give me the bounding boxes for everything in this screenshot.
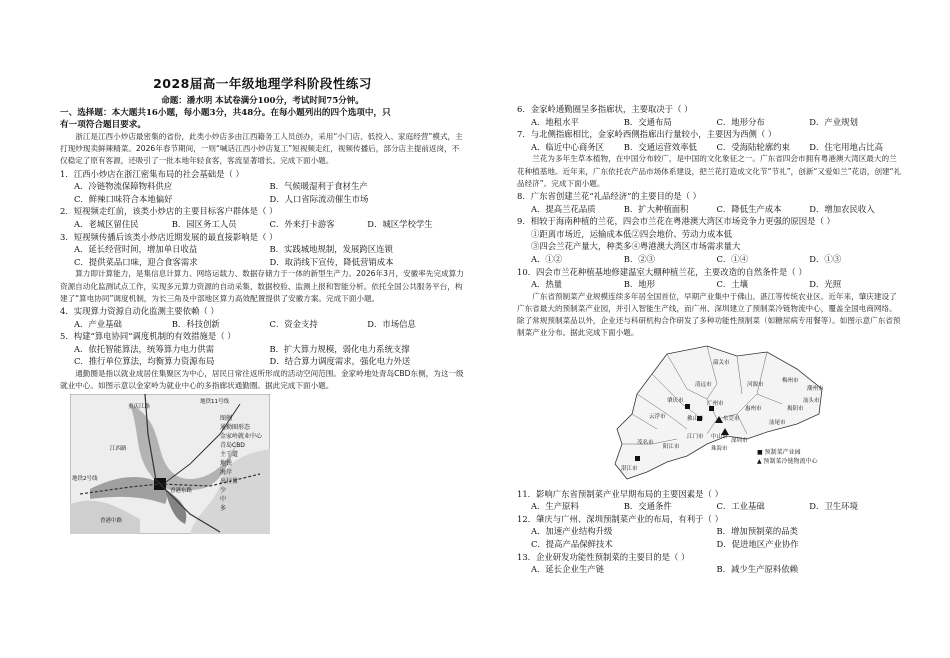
answer-option: C．鲜辣口味符合本地偏好 <box>74 193 173 204</box>
answer-option: A．提高兰花品质 <box>531 203 596 214</box>
city-label: 东莞市 <box>723 415 740 422</box>
answer-option: ③四会兰花产量大，种类多④粤港澳大湾区市场需求量大 <box>531 241 741 252</box>
passage-3: 通勤圈是指以就业成居住集聚区为中心，居民日常往返所形成的活动空间范围。金家岭地处青岛CBD东侧，为这一级就业中心。如图示意以金家岭为就业中心的多指廊状通勤圈。据此完成下面小题。 <box>60 368 464 391</box>
answer-option: B．减少生产原料依赖 <box>716 564 799 575</box>
city-label: 中山市 <box>711 433 728 440</box>
question-stem: 3．短视频传播后该类小炒店近期发展的最直接影响是（ ） <box>60 231 278 242</box>
question-options <box>60 343 465 368</box>
question-options <box>517 525 902 550</box>
answer-option: A．加速产业结构升级 <box>531 526 613 537</box>
answer-option: D．光照 <box>809 279 842 290</box>
answer-option: B．交通布局 <box>623 116 672 127</box>
legend-entry: 多 <box>220 505 227 513</box>
exam-info: 命题：潘水明 本试卷满分100分，考试时间75分钟。 <box>161 96 364 106</box>
page-title: 2028届高一年级地理学科阶段性练习 <box>153 76 372 91</box>
answer-option: D．人口省际流动催生市场 <box>269 193 369 204</box>
question-options <box>517 253 902 266</box>
answer-option: D．①③ <box>809 253 842 264</box>
city-label: 茂名市 <box>637 439 654 446</box>
label-metro2: 地铁2号线 <box>72 476 98 483</box>
question-options <box>517 141 902 154</box>
question-options <box>517 563 902 576</box>
question-stem: 1．江西小炒店在浙江密集布局的社会基础是（ ） <box>60 168 244 179</box>
city-label: 汕头市 <box>803 397 820 404</box>
answer-option: D．产业规划 <box>809 116 858 127</box>
passage-2: 算力即计算能力，是集信息计算力、网络运载力、数据存储力于一体的新型生产力。2026年3月，安徽率先完成算力资源自动化监测试点工作，实现多元算力资源的自动采集、数据校验、监测上报和智能分析。依托全国公共服务平台，构建了“算电协同”调度机制，为长三角及中部地区算力高效配置提供了安徽方案。完成下面小题。 <box>60 269 464 303</box>
question-options <box>517 116 902 129</box>
answer-option: D．促进地区产业协作 <box>716 538 799 549</box>
answer-option: C．提供菜品口味，迎合食客需求 <box>74 256 198 267</box>
question-stem: 11．影响广东省预制菜产业早期布局的主要因素是（ ） <box>517 488 723 499</box>
question-options <box>60 243 465 268</box>
city-label: 阳江市 <box>663 443 680 450</box>
answer-option: B．扩大算力规模，弱化电力系统支撑 <box>269 343 410 354</box>
answer-option: A．产业基础 <box>74 318 122 329</box>
section-heading-line1: 一、选择题：本大题共16小题，每小题3分，共48分。在每小题列出的四个选项中，只 <box>60 108 391 118</box>
question-options <box>60 318 465 331</box>
answer-option: B．扩大种植面积 <box>623 203 689 214</box>
answer-option: D．卫生环境 <box>809 501 858 512</box>
city-label: 韶关市 <box>713 359 730 366</box>
gd-map-legend <box>757 448 818 466</box>
right-column <box>517 103 902 576</box>
question-options <box>517 203 902 216</box>
legend-entry: 通勤圈形态 <box>220 424 251 432</box>
legend-entry: 中 <box>220 496 227 504</box>
answer-option: A．依托智能算法，统筹算力电力供需 <box>74 343 215 354</box>
passage-1: 浙江是江西小炒店最密集的省份，此类小炒店多由江西籍务工人员创办，采用“小门店、低投入、家庭经营”模式，主打现炒现卖鲜辣精菜。2026年春节期间，一则“喊话江西小炒店复工”短视频走红，视频传播后，部分店主提前返岗，不仅稳定了原有客源，还吸引了一批本地年轻食客，客流显著增长。完成下面小题。 <box>60 132 463 166</box>
legend-levels <box>220 486 262 513</box>
map-legend <box>220 414 262 513</box>
legend-entry: 青岛CBD <box>220 442 245 450</box>
legend-entry: 出行量 <box>220 478 239 486</box>
legend-entry: 主干道 <box>220 451 239 459</box>
question-stem: 4．实现算力资源自动化监测主要依赖（ ） <box>60 305 219 316</box>
answer-option: A．老城区留住民 <box>74 218 139 229</box>
legend-entry: 海岸 <box>220 469 233 477</box>
question-group-5 <box>517 488 902 576</box>
legend-entry: 金家岭就业中心 <box>220 433 263 441</box>
answer-option: C．工业基础 <box>716 501 765 512</box>
question-options <box>60 218 465 231</box>
legend-item-coldchain: ▲ 预制菜冷链物流中心 <box>757 457 818 465</box>
answer-option: A．①② <box>531 253 563 264</box>
question-stem: 10．四会市兰花种植基地修建温室大棚种植兰花，主要改造的自然条件是（ ） <box>517 266 807 277</box>
question-stem: 6．金家岭通勤圈呈多指廊状，主要取决于（ ） <box>517 104 693 114</box>
question-stem: 7．与北侧指廊相比，金家岭西侧指廊出行量较小，主要因为西侧（ ） <box>517 129 777 140</box>
answer-option: B．实践城地规制，发展跨区连锁 <box>269 244 393 255</box>
question-group-3 <box>517 103 902 153</box>
question-options <box>517 228 902 253</box>
guangdong-map <box>607 344 837 484</box>
city-label: 江门市 <box>687 433 704 440</box>
question-stem: 13．企业研发功能性预制菜的主要目的是（ ） <box>517 551 690 562</box>
legend-list <box>220 423 262 486</box>
answer-option: B．地形 <box>623 279 656 290</box>
answer-option: B．科技创新 <box>171 318 220 329</box>
city-label: 湛江市 <box>621 465 638 472</box>
legend-title: 图例 <box>220 415 233 423</box>
answer-option: D．结合算力调度需求，强化电力外送 <box>269 356 411 367</box>
answer-option: D．城区学校学生 <box>367 218 433 229</box>
answer-option: C．①④ <box>716 253 749 264</box>
industrial-park-mark <box>685 404 690 409</box>
legend-entry: 少 <box>220 487 227 495</box>
answer-option: A．延长企业生产链 <box>531 564 605 575</box>
commute-map <box>70 394 270 534</box>
answer-option: C．资金支持 <box>269 318 318 329</box>
city-label: 深圳市 <box>731 437 748 444</box>
answer-option: A．延长经营时间，增加单日收益 <box>74 244 198 255</box>
city-label: 珠海市 <box>711 445 728 452</box>
answer-option: C．地形分布 <box>716 116 765 127</box>
answer-option: B．②③ <box>623 253 656 264</box>
answer-option: B．气候暖湿利于食材生产 <box>269 181 368 192</box>
legend-item-park: ■ 预制菜产业园 <box>757 448 801 456</box>
question-group-4 <box>517 190 902 291</box>
answer-option: C．外来打卡游客 <box>269 218 335 229</box>
label-jiangxi: 江西路 <box>110 446 127 453</box>
answer-option: B．园区务工人员 <box>171 218 237 229</box>
answer-option: C．受海陆轮廓约束 <box>716 141 790 152</box>
city-label: 佛山市 <box>687 415 704 422</box>
city-label: 云浮市 <box>649 413 666 420</box>
city-label: 河源市 <box>747 381 764 388</box>
city-label: 梅州市 <box>782 377 799 384</box>
section-heading-line2: 有一项符合题目要求。 <box>60 120 146 130</box>
answer-option: A．热量 <box>531 279 563 290</box>
answer-option: C．提高产品保鲜技术 <box>531 538 613 549</box>
answer-option: D．市场信息 <box>367 318 416 329</box>
answer-option: C．土壤 <box>716 279 749 290</box>
city-label: 汕尾市 <box>769 419 786 426</box>
answer-option: C．推行单位算法，均衡算力资源布局 <box>74 356 215 367</box>
answer-option: D．取消线下宣传，降低营销成本 <box>269 256 394 267</box>
answer-option: A．冷链物流保障物料供应 <box>74 181 173 192</box>
question-stem: 8．广东省创建兰花“礼品经济”的主要目的是（ ） <box>517 190 702 201</box>
answer-option: A．地租水平 <box>531 116 579 127</box>
answer-option: ①距离市场近，运输成本低②四会地价、劳动力成本低 <box>531 228 732 239</box>
answer-option: B．增加预制菜的品类 <box>716 526 799 537</box>
city-label: 揭阳市 <box>787 405 804 412</box>
question-stem: 9．相较于海南种植的兰花，四会市兰花在粤港澳大湾区市场竞争力更强的原因是（ ） <box>517 216 835 227</box>
answer-option: C．降低生产成本 <box>716 203 782 214</box>
label-metro11: 地铁11号线 <box>200 399 229 406</box>
answer-option: D．增加农民收入 <box>809 203 875 214</box>
question-options <box>517 500 902 513</box>
answer-option: A．生产原料 <box>531 501 579 512</box>
answer-option: D．住宅用地占比高 <box>809 141 883 152</box>
passage-4: 兰花为多年生草本植物，在中国分布较广，是中国的文化象征之一。广东省四会市拥有粤港澳大湾区最大的兰花种植基地。近年来，广东依托农产品市场体系建设，把兰花打造成文化节“节礼”，创新“又爱如兰”花语，创建“礼品经济”。完成下面小题。 <box>517 154 902 188</box>
city-label: 惠州市 <box>745 405 762 412</box>
answer-option: A．临近中心商务区 <box>531 141 605 152</box>
city-label: 潮州市 <box>807 385 824 392</box>
question-options <box>60 180 465 205</box>
label-road1: 重庆江路 <box>128 404 151 411</box>
question-group-1 <box>60 168 465 269</box>
question-stem: 5．构建“算电协同”调度机制的有效措施是（ ） <box>60 331 236 342</box>
legend-entry: 地铁 <box>220 460 233 468</box>
industrial-park-mark <box>635 456 640 461</box>
answer-option: B．交通运营效率低 <box>623 141 697 152</box>
label-road-middle: 香港中路 <box>100 518 123 525</box>
question-group-2 <box>60 305 465 368</box>
city-label: 肇庆市 <box>667 397 684 404</box>
passage-5: 广东省预制菜产业规模连续多年居全国首位，早期产业集中于佛山、湛江等传统农业区。近年来，肇庆建设了广东省最大的预制菜产业园，并引入智能生产线，而广州、深圳建立了预制菜冷链物流中心，覆盖全国电商网络。除了常规预制菜品以外，企业还与科研机构合作研发了多种功能性预制菜（如糖尿病专用餐等）。如图示意广东省预制菜产业分布。据此完成下面小题。 <box>517 291 901 338</box>
question-stem: 2．短视频走红前，该类小炒店的主要目标客户群体是（ ） <box>60 206 278 217</box>
question-stem: 12．肇庆与广州、深圳预制菜产业的布局，有利于（ ） <box>517 513 723 524</box>
city-label: 广州市 <box>707 400 724 407</box>
question-options <box>517 278 902 291</box>
label-road-hongkong: 香港东路 <box>170 488 193 495</box>
answer-option: B．交通条件 <box>623 501 672 512</box>
city-label: 清远市 <box>695 381 712 388</box>
left-column <box>60 74 465 534</box>
